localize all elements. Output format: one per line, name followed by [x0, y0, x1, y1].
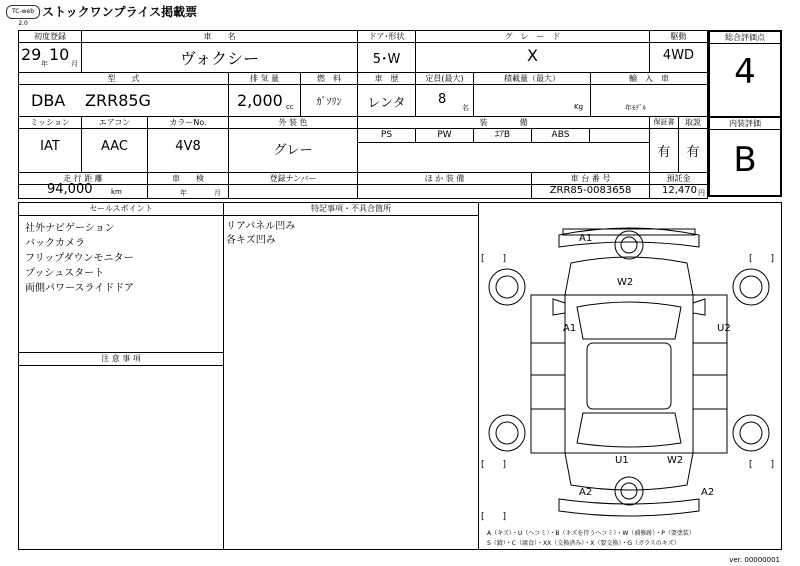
equip-ps: PS — [358, 128, 416, 143]
equip-empty — [590, 128, 649, 143]
logo: TC-web 2.0 — [6, 5, 40, 19]
fuel-label: 燃 料 — [301, 73, 357, 85]
other-equip-cell — [358, 173, 532, 198]
door-cell — [358, 31, 416, 73]
damage-mark-right-front: U2 — [717, 323, 731, 334]
damage-mark-rear-bumper-right: A2 — [701, 487, 715, 498]
mileage-cell — [19, 173, 148, 198]
damage-mark-rear-left: U1 — [615, 455, 629, 466]
overall-rating-label: 総合評価点 — [710, 32, 780, 44]
load-cell — [474, 73, 591, 117]
inspection-label: 車 検 — [148, 173, 228, 185]
bracket-front-left: [ ] — [481, 254, 507, 264]
door-value: 5･W — [372, 52, 401, 67]
aircon-label: エアコン — [82, 117, 147, 129]
mission-label: ミッション — [19, 117, 81, 129]
manual-cell — [679, 117, 707, 173]
usage-value: レンタ — [367, 96, 406, 111]
reg-month-unit: 月 — [71, 60, 78, 68]
grade-cell — [416, 31, 650, 73]
notes-title: 注 意 事 項 — [19, 353, 223, 366]
list-item: プッシュスタート — [25, 268, 105, 279]
inspection-cell — [148, 173, 229, 198]
sales-points-title: セールスポイント — [19, 203, 223, 216]
list-item: バックカメラ — [25, 238, 85, 249]
list-item: 両側パワースライドドア — [25, 283, 134, 294]
damage-mark-front-bumper: A1 — [579, 233, 593, 244]
reserve-label: 預託金 — [650, 173, 707, 185]
import-label: 輸 入 車 — [591, 73, 707, 85]
reg-year-unit: 年 — [41, 60, 48, 68]
damage-legend-line2: S（錆）・C（腐食）・XX（交換済み）・X（要交換）・G（ガラスのキズ） — [487, 540, 680, 547]
load-unit: Kg — [574, 103, 584, 111]
car-name: ヴォクシー — [179, 49, 260, 68]
displacement-unit: cc — [286, 103, 294, 111]
damage-mark-rear-bumper-left: A2 — [579, 487, 593, 498]
grade-value: X — [527, 46, 538, 65]
vin-value: ZRR85-0083658 — [549, 185, 632, 196]
list-item: フリップダウンモニター — [25, 253, 134, 264]
displacement-cell — [229, 73, 301, 117]
bracket-bottom: [ ] — [481, 512, 507, 522]
drive-label: 駆動 — [650, 31, 707, 43]
fuel-cell — [301, 73, 358, 117]
capacity-label: 定員(最大) — [416, 73, 473, 85]
exterior-cell — [229, 117, 358, 173]
vin-label: 車 台 番 号 — [532, 173, 649, 185]
exterior-label: 外 装 色 — [229, 117, 357, 129]
vin-cell — [532, 173, 650, 198]
notes-panel — [19, 353, 224, 549]
document-title: ストックワンプライス掲載票 — [42, 5, 198, 19]
equipment-label: 装 備 — [358, 117, 649, 129]
first-reg-cell — [19, 31, 82, 73]
manual-value: 有 — [686, 145, 700, 160]
reserve-value: 12,470 — [662, 185, 697, 196]
equip-airbag: ｴｱB — [474, 128, 532, 143]
inspection-year-unit: 年 — [180, 189, 187, 197]
damage-mark-hood: W2 — [617, 277, 634, 288]
color-no-value: 4V8 — [175, 139, 201, 154]
exterior-value: グレー — [273, 143, 313, 158]
aircon-value: AAC — [101, 139, 128, 154]
sales-points-list — [25, 221, 134, 296]
equip-pw: PW — [416, 128, 474, 143]
fuel-value: ｶﾞｿﾘﾝ — [316, 97, 342, 108]
mileage-value: 94,000 — [47, 182, 93, 197]
equip-abs: ABS — [532, 128, 590, 143]
inspection-month-unit: 月 — [214, 189, 221, 197]
import-cell — [591, 73, 707, 117]
list-item: リアパネル凹み — [226, 221, 296, 232]
mission-cell — [19, 117, 82, 173]
other-equip-label: ほ か 装 備 — [358, 173, 531, 185]
model-cell — [19, 73, 229, 117]
version-label: ver. 00000001 — [729, 556, 780, 564]
import-note: 年ﾓﾃﾞﾙ — [625, 104, 646, 112]
list-item: 社外ナビゲーション — [25, 223, 115, 234]
manual-label: 取説 — [679, 117, 707, 129]
damage-legend-line1: A（キズ）・U（ヘコミ）・B（キズを伴うヘコミ）・W（補修跡）・P（要塗装） — [487, 530, 695, 537]
remarks-panel — [224, 203, 479, 549]
model-code: ZRR85G — [85, 91, 151, 110]
equipment-cell — [358, 117, 650, 173]
rating-box — [708, 30, 782, 197]
car-name-cell — [82, 31, 358, 73]
reserve-unit: 円 — [698, 189, 705, 197]
remarks-title: 特記事項・不具合箇所 — [224, 203, 478, 216]
usage-cell — [358, 73, 416, 117]
bracket-rear-right: [ ] — [749, 460, 775, 470]
drive-value: 4WD — [662, 48, 695, 63]
mission-value: IAT — [40, 139, 60, 154]
car-diagram — [479, 203, 781, 533]
reserve-cell — [650, 173, 707, 198]
list-item: 各キズ凹み — [226, 235, 276, 246]
interior-rating-label: 内装評価 — [710, 116, 780, 130]
drive-cell — [650, 31, 707, 73]
plate-cell — [229, 173, 358, 198]
capacity-cell — [416, 73, 474, 117]
model-label: 型 式 — [19, 73, 228, 85]
capacity-unit: 名 — [462, 104, 469, 112]
reg-month: 10 — [49, 45, 70, 64]
lower-section — [18, 202, 782, 550]
grade-label: グ レ ー ド — [416, 31, 649, 43]
mileage-label: 走 行 距 離 — [19, 173, 147, 185]
aircon-cell — [82, 117, 148, 173]
vehicle-info-table — [18, 30, 708, 199]
damage-mark-left-front: A1 — [563, 323, 577, 334]
capacity-value: 8 — [438, 92, 447, 107]
warranty-label: 保証書 — [650, 117, 678, 129]
color-no-label: カラーNo. — [148, 117, 228, 129]
warranty-value: 有 — [657, 145, 671, 160]
warranty-cell — [650, 117, 679, 173]
mileage-unit: km — [111, 188, 122, 196]
displacement-label: 排 気 量 — [229, 73, 300, 85]
damage-diagram-panel — [479, 203, 781, 549]
plate-label: 登録ナンバー — [229, 173, 357, 185]
car-name-label: 車 名 — [82, 31, 357, 43]
overall-rating: 4 — [734, 52, 756, 92]
displacement-value: 2,000 — [237, 91, 283, 110]
remarks-list — [226, 220, 295, 248]
damage-mark-rear-right: W2 — [667, 455, 684, 466]
load-label: 積載量（最大） — [474, 73, 590, 85]
bracket-rear-left: [ ] — [481, 460, 507, 470]
bracket-front-right: [ ] — [749, 254, 775, 264]
interior-rating: B — [733, 140, 757, 180]
usage-label: 車 歴 — [358, 73, 415, 85]
sales-points-panel — [19, 203, 224, 353]
door-label: ドア･形状 — [358, 31, 415, 43]
model-prefix: DBA — [31, 91, 66, 110]
first-reg-label: 初度登録 — [19, 31, 81, 43]
reg-year: 29 — [21, 45, 42, 64]
color-no-cell — [148, 117, 229, 173]
